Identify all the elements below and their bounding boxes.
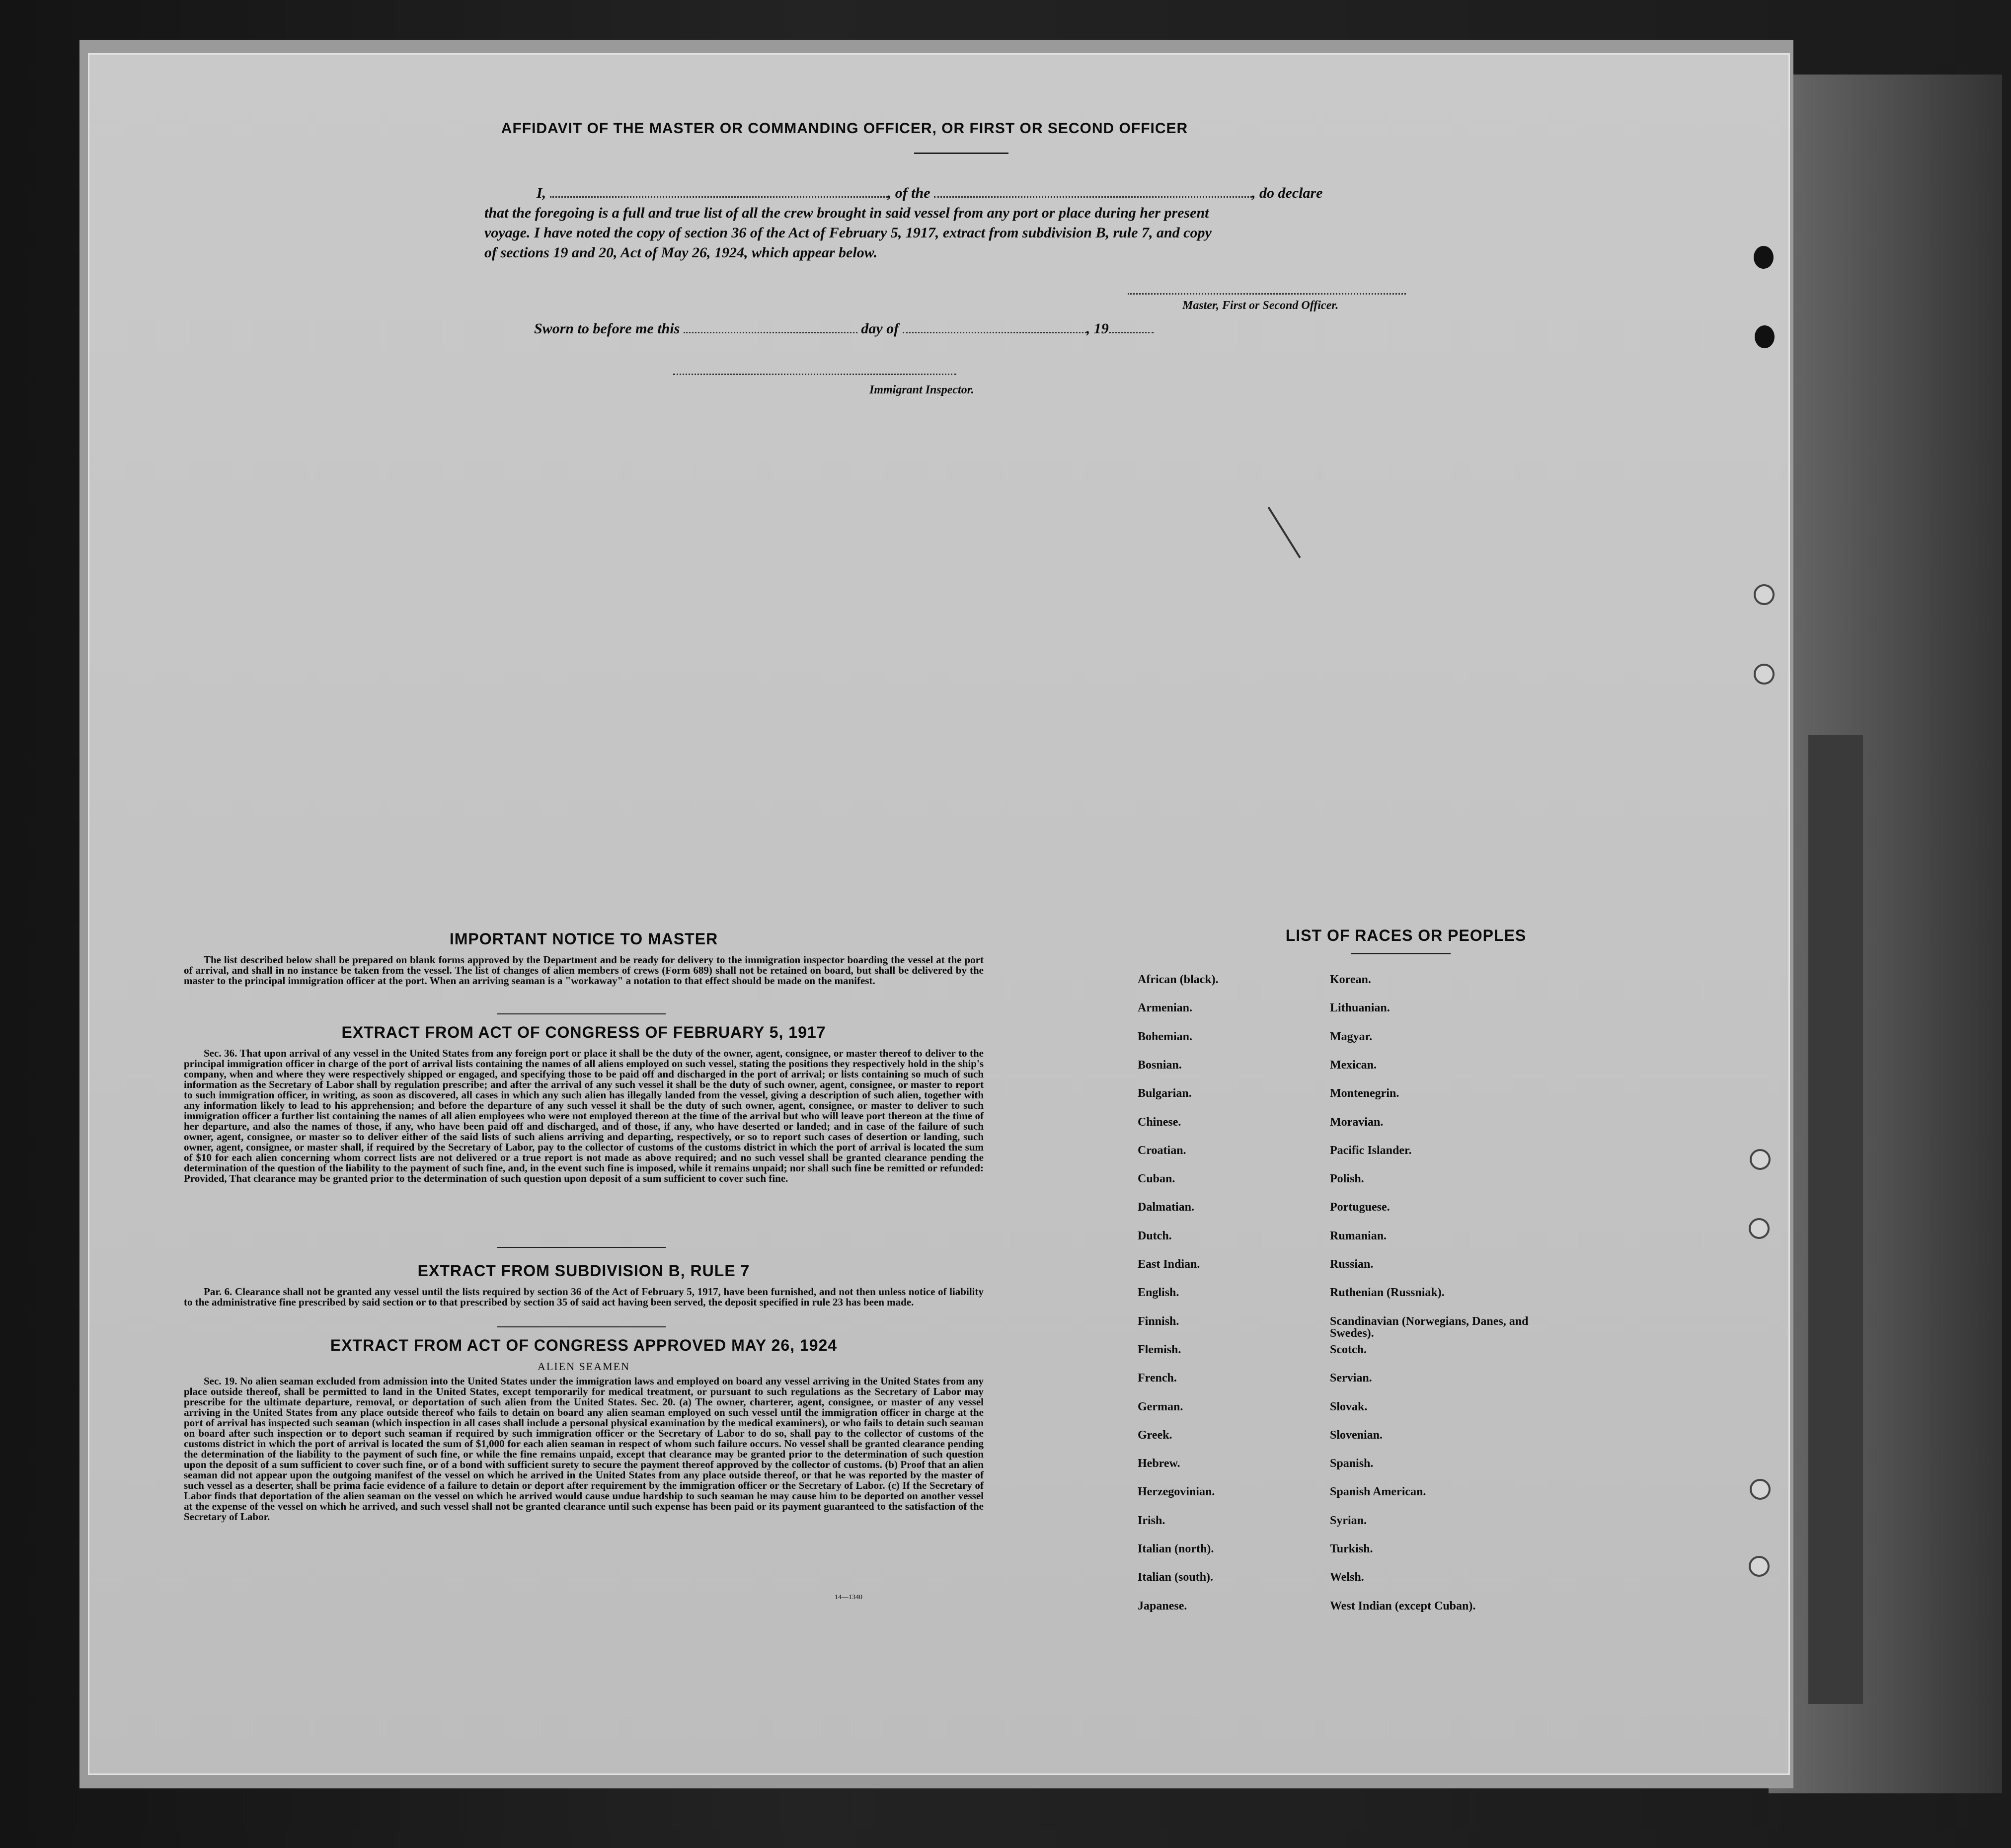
race-item: Armenian. bbox=[1138, 1001, 1192, 1015]
affidavit-i: I, bbox=[537, 185, 546, 201]
sworn-text: Sworn to before me this bbox=[534, 320, 680, 337]
race-item: Servian. bbox=[1330, 1372, 1372, 1385]
race-item: English. bbox=[1138, 1286, 1179, 1300]
sworn-month-blank[interactable] bbox=[903, 331, 1086, 333]
binder-hole bbox=[1749, 1556, 1770, 1577]
race-item: Finnish. bbox=[1138, 1314, 1179, 1328]
extract-1917-title: EXTRACT FROM ACT OF CONGRESS OF FEBRUARY 5, 1917 bbox=[341, 1023, 826, 1041]
divider-2 bbox=[497, 1247, 666, 1248]
races-title-rule bbox=[1351, 953, 1451, 954]
affidavit-of-the: , of the bbox=[887, 185, 930, 201]
backing-sheet-edge bbox=[1808, 735, 1863, 1704]
binder-hole bbox=[1750, 1479, 1771, 1500]
affidavit-title-rule bbox=[914, 153, 1008, 154]
divider-3 bbox=[497, 1326, 666, 1327]
race-item: Japanese. bbox=[1138, 1599, 1187, 1613]
race-item: Spanish American. bbox=[1330, 1485, 1426, 1499]
race-item: Italian (south). bbox=[1138, 1571, 1214, 1584]
race-item: West Indian (except Cuban). bbox=[1330, 1599, 1476, 1613]
race-item: Welsh. bbox=[1330, 1571, 1364, 1584]
race-item: Italian (north). bbox=[1138, 1542, 1214, 1555]
year-blank[interactable] bbox=[1109, 331, 1154, 333]
form-number: 14—1340 bbox=[835, 1594, 862, 1601]
race-item: Turkish. bbox=[1330, 1542, 1373, 1555]
race-item: French. bbox=[1138, 1372, 1177, 1385]
race-item: Rumanian. bbox=[1330, 1229, 1387, 1242]
binder-hole bbox=[1754, 584, 1775, 605]
race-item: Greek. bbox=[1138, 1428, 1172, 1442]
race-item: Portuguese. bbox=[1330, 1201, 1390, 1214]
race-item: Moravian. bbox=[1330, 1115, 1384, 1129]
race-item: Bulgarian. bbox=[1138, 1087, 1192, 1100]
race-item: Syrian. bbox=[1330, 1514, 1367, 1527]
affidavit-line1 bbox=[537, 185, 1510, 202]
race-item: Cuban. bbox=[1138, 1172, 1175, 1186]
extract-1924-subtitle: ALIEN SEAMEN bbox=[538, 1360, 630, 1373]
year-prefix: , 19 bbox=[1086, 320, 1109, 337]
inspector-signature-line[interactable] bbox=[673, 374, 956, 375]
race-item: Slovenian. bbox=[1330, 1428, 1383, 1442]
day-of-text: day of bbox=[861, 320, 899, 337]
scratch-mark bbox=[1268, 507, 1301, 558]
race-item: Dalmatian. bbox=[1138, 1201, 1194, 1214]
binder-hole bbox=[1755, 325, 1775, 348]
race-item: Ruthenian (Russniak). bbox=[1330, 1286, 1445, 1300]
race-item: Pacific Islander. bbox=[1330, 1144, 1412, 1157]
race-item: Montenegrin. bbox=[1330, 1087, 1399, 1100]
inspector-caption: Immigrant Inspector. bbox=[869, 384, 974, 396]
affidavit-line4: of sections 19 and 20, Act of May 26, 1924, which appear below. bbox=[484, 244, 878, 261]
extract-rule7-title: EXTRACT FROM SUBDIVISION B, RULE 7 bbox=[417, 1262, 750, 1280]
binder-hole bbox=[1754, 664, 1775, 685]
backing-sheet bbox=[1769, 75, 2002, 1793]
race-item: Spanish. bbox=[1330, 1457, 1374, 1470]
race-item: Bosnian. bbox=[1138, 1058, 1182, 1072]
divider-1 bbox=[497, 1013, 666, 1014]
races-title: LIST OF RACES OR PEOPLES bbox=[1285, 926, 1527, 944]
extract-rule7-text: Par. 6. Clearance shall not be granted any vessel until the lists required by section 36 of the Act of February 5, 1917, have been furnished, and not then unless notice of liability to the administrative fine prescribed by said section or to that prescribed by section 35 of said act having been served, the deposit specified in rule 23 has been made. bbox=[184, 1286, 984, 1308]
affidavit-declare: , do declare bbox=[1252, 185, 1323, 201]
document-page bbox=[89, 55, 1788, 1773]
race-item: Scotch. bbox=[1330, 1343, 1367, 1356]
race-item: African (black). bbox=[1138, 973, 1219, 986]
sworn-day-blank[interactable] bbox=[684, 331, 857, 333]
extract-1917-text: Sec. 36. That upon arrival of any vessel in the United States from any foreign port or place it shall be the duty of the owner, agent, consignee, or master thereof to deliver to the principal immigration officer in charge of the port of arrival lists containing the names of all aliens employed on such vessel, stating the positions they respectively hold in the ship's company, when and where they were respectively shipped or engaged, and specifying those to be paid off and discharged in the port of arrival; or lists containing so much of such information as the Secretary of Labor shall by regulation prescribe; and after the arrival of any such vessel it shall be the duty of such owner, agent, consignee, or master to report to such immigration officer, in writing, as soon as discovered, all cases in which any such alien has illegally landed from the vessel, giving a description of such alien, together with any information likely to lead to his apprehension; and before the departure of any such vessel it shall be the duty of such owner, agent, consignee, or master to deliver to such immigration officer a further list containing the names of all alien employees who were not employed thereon at the time of the arrival but who will leave port thereon at the time of her departure, and also the names of those, if any, who have been paid off and discharged, and of those, if any, who have deserted or landed; and in case of the failure of such owner, agent, consignee, or master so to deliver either of the said lists of such aliens arriving and departing, respectively, or so to report such cases of desertion or landing, such owner, agent, consignee, or master shall, if required by the Secretary of Labor, pay to the collector of customs of the customs district in which the port of arrival is located the sum of $10 for each alien concerning whom correct lists are not delivered or a true report is not made as above required; and no such vessel shall be granted clearance pending the determination of the question of the liability to the payment of such fine, and, in the event such fine is imposed, while it remains unpaid; nor shall such fine be remitted or refunded: Provided, That clearance may be granted prior to the determination of such question upon deposit of a sum sufficient to cover such fine. bbox=[184, 1047, 984, 1184]
race-item: Croatian. bbox=[1138, 1144, 1186, 1157]
race-item: Bohemian. bbox=[1138, 1030, 1193, 1043]
master-signature-line[interactable] bbox=[1128, 293, 1406, 295]
master-caption: Master, First or Second Officer. bbox=[1182, 299, 1339, 312]
extract-1924-text: Sec. 19. No alien seaman excluded from admission into the United States under the immigration laws and employed on board any vessel arriving in the United States from any place outside thereof, shall be permitted to land in the United States, except temporarily for medical treatment, or pursuant to such regulations as the Secretary of Labor may prescribe for the ultimate departure, removal, or deportation of such alien from the United States. Sec. 20. (a) The owner, charterer, agent, consignee, or master of any vessel arriving in the United States from any place outside thereof who fails to detain on board any alien seaman employed on such vessel until the immigration officer in charge at the port of arrival has inspected such seaman (which inspection in all cases shall include a personal physical examination by the medical examiners), or who fails to detain such seaman on board after such inspection or to deport such seaman if required by such immigration officer or the Secretary of Labor to do so, shall pay to the collector of customs of the customs district in which the port of arrival is located the sum of $1,000 for each alien seaman in respect of whom such failure occurs. No vessel shall be granted clearance pending the determination of the liability to the payment of such fine, or while the fine remains unpaid, except that clearance may be granted prior to the determination of such question upon the deposit of a sum sufficient to cover such fine, or of a bond with sufficient surety to secure the payment thereof approved by the collector of customs. (b) Proof that an alien seaman did not appear upon the outgoing manifest of the vessel on which he arrived in the United States from any place outside thereof, or that he was reported by the master of such vessel as a deserter, shall be prima facie evidence of a failure to detain or deport after requirement by the immigration officer or the Secretary of Labor. (c) If the Secretary of Labor finds that deportation of the alien seaman on the vessel on which he arrived would cause undue hardship to such seaman he may cause him to be deported on another vessel at the expense of the vessel on which he arrived, and such vessel shall not be granted clearance until such expense has been paid or its payment guaranteed to the satisfaction of the Secretary of Labor. bbox=[184, 1375, 984, 1523]
vessel-blank[interactable] bbox=[934, 196, 1252, 198]
binder-hole bbox=[1749, 1218, 1770, 1239]
race-item: Slovak. bbox=[1330, 1400, 1368, 1413]
race-item: Scandinavian (Norwegians, Danes, and Swedes). bbox=[1330, 1314, 1529, 1340]
race-item: Hebrew. bbox=[1138, 1457, 1180, 1470]
binder-hole bbox=[1750, 1149, 1771, 1170]
race-item: German. bbox=[1138, 1400, 1183, 1413]
race-item: Dutch. bbox=[1138, 1229, 1172, 1242]
race-item: Lithuanian. bbox=[1330, 1001, 1390, 1015]
affidavit-line2: that the foregoing is a full and true list of all the crew brought in said vessel from any port or place during her present bbox=[484, 205, 1209, 221]
sworn-line bbox=[534, 320, 1329, 337]
race-item: Herzegovinian. bbox=[1138, 1485, 1215, 1499]
race-item: Chinese. bbox=[1138, 1115, 1181, 1129]
race-item: Irish. bbox=[1138, 1514, 1165, 1527]
race-item: East Indian. bbox=[1138, 1258, 1200, 1271]
name-blank[interactable] bbox=[550, 196, 888, 198]
race-item: Russian. bbox=[1330, 1258, 1374, 1271]
binder-hole bbox=[1754, 246, 1774, 269]
affidavit-title: AFFIDAVIT OF THE MASTER OR COMMANDING OFFICER, OR FIRST OR SECOND OFFICER bbox=[501, 120, 1188, 137]
notice-title: IMPORTANT NOTICE TO MASTER bbox=[449, 930, 718, 948]
notice-text: The list described below shall be prepared on blank forms approved by the Department and be ready for delivery to the immigration inspector boarding the vessel at the port of arrival, and shall in no instance be taken from the vessel. The list of changes of alien members of crews (Form 689) shall not be retained on board, but shall be delivered by the master to the principal immigration officer at the port. When an arriving seaman is a "workaway" a notation to that effect should be made on the manifest. bbox=[184, 954, 984, 987]
race-item: Korean. bbox=[1330, 973, 1371, 986]
extract-1924-title: EXTRACT FROM ACT OF CONGRESS APPROVED MAY 26, 1924 bbox=[330, 1336, 838, 1354]
affidavit-line3: voyage. I have noted the copy of section 36 of the Act of February 5, 1917, extract from subdivision B, rule 7, and copy bbox=[484, 225, 1212, 241]
race-item: Mexican. bbox=[1330, 1058, 1377, 1072]
race-item: Flemish. bbox=[1138, 1343, 1181, 1356]
race-item: Polish. bbox=[1330, 1172, 1364, 1186]
race-item: Magyar. bbox=[1330, 1030, 1373, 1043]
